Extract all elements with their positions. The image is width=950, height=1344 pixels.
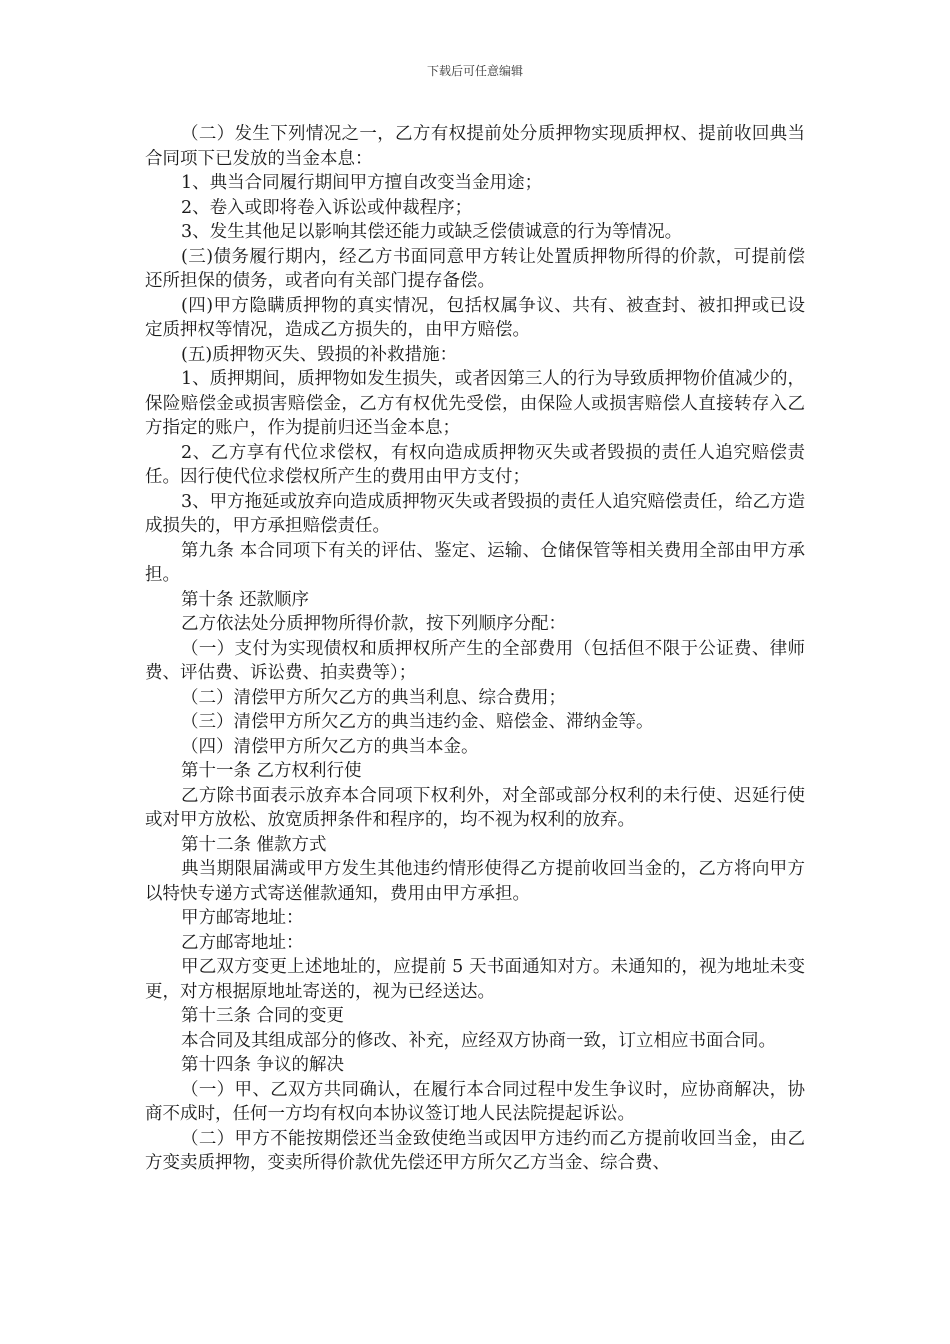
paragraph: （四）清偿甲方所欠乙方的典当本金。 [181,736,479,757]
party-a-address: 甲方邮寄地址： [181,908,304,928]
article-nine: 第九条 本合同项下有关的评估、鉴定、运输、仓储保管等相关费用全部由甲方承担。 [145,540,805,585]
paragraph: （二）发生下列情况之一，乙方有权提前处分质押物实现质押权、提前收回典当合同项下已发放的当金本息： [145,124,805,169]
article-eleven-heading: 第十一条 乙方权利行使 [181,761,362,781]
paragraph: 3、甲方拖延或放弃向造成质押物灭失或者毁损的责任人追究赔偿责任，给乙方造成损失的，甲方承担赔偿责任。 [145,491,805,536]
paragraph: 2、卷入或即将卷入诉讼或仲裁程序； [181,197,473,218]
paragraph: 2、乙方享有代位求偿权，有权向造成质押物灭失或者毁损的责任人追究赔偿责任。因行使代位求偿权所产生的费用由甲方支付； [145,442,805,487]
paragraph: (五)质押物灭失、毁损的补救措施： [181,344,458,365]
party-b-address: 乙方邮寄地址： [181,932,304,953]
article-twelve-heading: 第十二条 催款方式 [181,834,327,855]
paragraph: 乙方依法处分质押物所得价款，按下列顺序分配： [181,614,566,634]
paragraph: （一）甲、乙双方共同确认，在履行本合同过程中发生争议时，应协商解决，协商不成时，任何一方均有权向本协议签订地人民法院提起诉讼。 [145,1079,805,1124]
page-header: 下载后可任意编辑 [426,64,523,78]
paragraph: 1、质押期间，质押物如发生损失，或者因第三人的行为导致质押物价值减少的，保险赔偿金或损害赔偿金，乙方有权优先受偿，由保险人或损害赔偿人直接转存入乙方指定的账户，作为提前归还当金本息； [145,369,805,438]
paragraph: 本合同及其组成部分的修改、补充，应经双方协商一致，订立相应书面合同。 [181,1030,776,1051]
paragraph: （二）甲方不能按期偿还当金致使绝当或因甲方违约而乙方提前收回当金，由乙方变卖质押物，变卖所得价款优先偿还甲方所欠乙方当金、综合费、 [145,1128,805,1173]
article-thirteen-heading: 第十三条 合同的变更 [181,1006,345,1026]
paragraph: （一）支付为实现债权和质押权所产生的全部费用（包括但不限于公证费、律师费、评估费、诉讼费、拍卖费等）； [145,638,805,683]
paragraph: 1、典当合同履行期间甲方擅自改变当金用途； [181,173,543,193]
document-body [145,122,805,1176]
paragraph: (四)甲方隐瞒质押物的真实情况，包括权属争议、共有、被查封、被扣押或已设定质押权等情况，造成乙方损失的，由甲方赔偿。 [145,295,805,340]
paragraph: 典当期限届满或甲方发生其他违约情形使得乙方提前收回当金的，乙方将向甲方以特快专递方式寄送催款通知，费用由甲方承担。 [145,859,805,904]
paragraph: （二）清偿甲方所欠乙方的典当利息、综合费用； [181,687,566,708]
paragraph: (三)债务履行期内，经乙方书面同意甲方转让处置质押物所得的价款，可提前偿还所担保的债务，或者向有关部门提存备偿。 [145,246,805,291]
article-ten-heading: 第十条 还款顺序 [181,589,310,610]
article-fourteen-heading: 第十四条 争议的解决 [181,1055,345,1075]
paragraph: 乙方除书面表示放弃本合同项下权利外，对全部或部分权利的未行使、迟延行使或对甲方放松、放宽质押条件和程序的，均不视为权利的放弃。 [145,785,805,830]
paragraph: 甲乙双方变更上述地址的，应提前 5 天书面通知对方。未通知的，视为地址未变更，对方根据原地址寄送的，视为已经送达。 [145,957,805,1002]
paragraph: （三）清偿甲方所欠乙方的典当违约金、赔偿金、滞纳金等。 [181,712,654,732]
paragraph: 3、发生其他足以影响其偿还能力或缺乏偿债诚意的行为等情况。 [181,222,683,242]
